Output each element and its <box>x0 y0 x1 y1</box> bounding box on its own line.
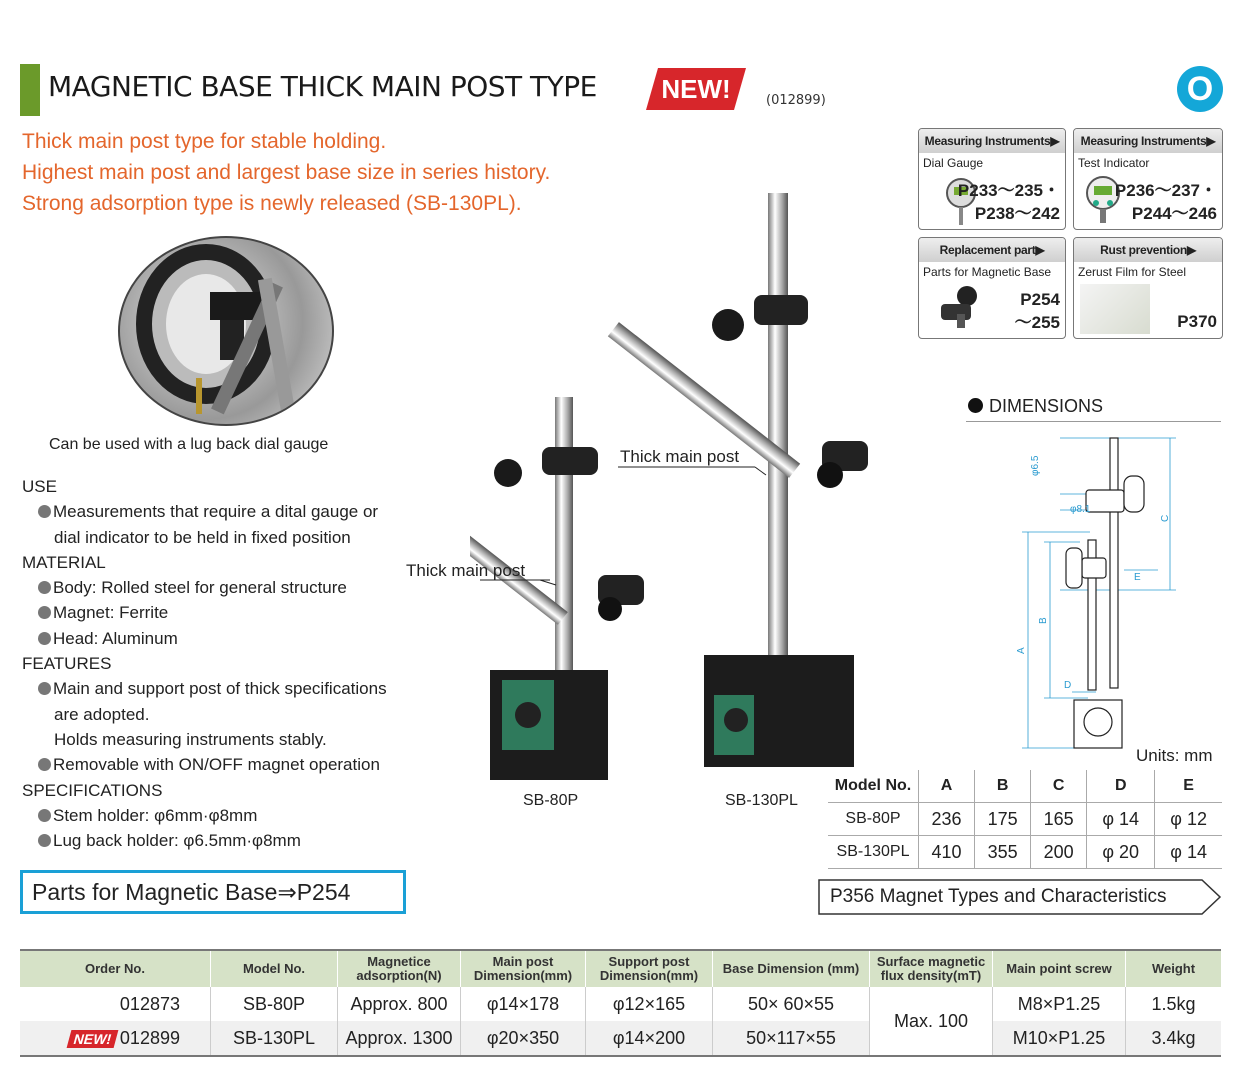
title-accent-bar <box>20 64 40 116</box>
column-header: Order No. <box>20 950 211 987</box>
tagline-line: Strong adsorption type is newly released (SB-130PL). <box>22 192 522 215</box>
column-header: B <box>975 770 1031 803</box>
table-header-row <box>20 950 1221 987</box>
dim-label-d: D <box>1064 680 1072 691</box>
column-header: A <box>919 770 975 803</box>
category-o-icon: O <box>1177 66 1223 112</box>
thick-post-label: Thick main post <box>406 561 526 580</box>
bullet-icon <box>38 581 51 594</box>
use-heading: USE <box>22 477 57 496</box>
model-label: SB-130PL <box>725 792 798 809</box>
new-badge: NEW! <box>66 1030 118 1048</box>
table-row <box>20 1021 1221 1056</box>
ref-sub: Test Indicator <box>1078 156 1150 170</box>
weight-cell: 3.4kg <box>1126 1021 1222 1056</box>
table-header-row <box>828 770 1222 803</box>
product-code: (012899) <box>766 93 826 108</box>
column-header: Surface magnetic flux density(mT) <box>870 950 993 987</box>
column-header: D <box>1087 770 1155 803</box>
screw-cell: M8×P1.25 <box>993 987 1126 1021</box>
column-header: Model No. <box>828 770 919 803</box>
units-label: Units: mm <box>1136 746 1213 765</box>
spec-item: Stem holder: φ6mm·φ8mm <box>53 805 258 825</box>
ref-page: P254 <box>1020 290 1060 309</box>
bullet-icon <box>38 809 51 822</box>
ref-page: ～255 <box>1014 313 1060 332</box>
bullet-icon <box>38 632 51 645</box>
ref-dial-gauge[interactable] <box>918 128 1066 230</box>
screw-cell: M10×P1.25 <box>993 1021 1126 1056</box>
column-header: Magnetice adsorption(N) <box>338 950 461 987</box>
main-post-cell: φ14×178 <box>461 987 586 1021</box>
bullet-icon <box>38 758 51 771</box>
column-header: Support post Dimension(mm) <box>586 950 713 987</box>
adsorption-cell: Approx. 800 <box>338 987 461 1021</box>
dim-label-c: C <box>1160 514 1171 522</box>
spec-list <box>22 474 387 853</box>
new-badge-text: NEW! <box>661 73 731 104</box>
spec-item: Lug back holder: φ6.5mm·φ8mm <box>53 831 301 851</box>
order-no: 012899 <box>119 1027 180 1048</box>
column-header: E <box>1155 770 1222 803</box>
page-title: MAGNETIC BASE THICK MAIN POST TYPE <box>48 70 597 103</box>
bullet-icon <box>38 606 51 619</box>
ref-sub: Parts for Magnetic Base <box>923 265 1052 279</box>
table-row <box>20 987 1221 1021</box>
dim-label-phi81: φ8.1 <box>1070 504 1091 515</box>
dimensions-title: DIMENSIONS <box>989 396 1104 416</box>
material-item: Magnet: Ferrite <box>53 603 169 623</box>
parts-link[interactable]: Parts for Magnetic Base⇒P254 <box>20 870 406 914</box>
ref-rust-prevention[interactable] <box>1073 237 1223 339</box>
bullet-icon <box>38 682 51 695</box>
magnet-link-text: P356 Magnet Types and Characteristics <box>830 886 1167 907</box>
features-heading: FEATURES <box>22 654 112 674</box>
material-item: Head: Aluminum <box>53 628 178 648</box>
column-header: C <box>1031 770 1087 803</box>
ref-head: Rust prevention▶ <box>1074 238 1222 262</box>
column-header: Main post Dimension(mm) <box>461 950 586 987</box>
holder-part-icon <box>937 284 985 330</box>
order-no-cell: 012873 <box>20 987 211 1021</box>
ref-sub: Dial Gauge <box>923 156 984 170</box>
table-cell: SB-80P <box>828 803 919 836</box>
dimensions-heading <box>968 396 1103 417</box>
divider <box>966 421 1221 422</box>
dim-label-e: E <box>1134 572 1141 583</box>
flux-cell: Max. 100 <box>870 987 993 1056</box>
feature-item: Removable with ON/OFF magnet operation <box>53 755 380 775</box>
model-label: SB-80P <box>523 792 579 809</box>
ref-replacement-part[interactable] <box>918 237 1066 339</box>
main-post-cell: φ20×350 <box>461 1021 586 1056</box>
dimensions-table <box>828 770 1222 869</box>
material-item: Body: Rolled steel for general structure <box>53 578 347 598</box>
ref-head: Measuring Instruments▶ <box>919 129 1065 153</box>
ref-page: P238～242 <box>974 204 1060 223</box>
use-item: Measurements that require a dital gauge or <box>53 502 379 522</box>
product-illustration <box>470 185 910 785</box>
table-row <box>828 836 1222 869</box>
adsorption-cell: Approx. 1300 <box>338 1021 461 1056</box>
zerust-film-icon <box>1080 284 1150 334</box>
tagline-line: Highest main post and largest base size in series history. <box>22 161 551 184</box>
bullet-icon <box>38 834 51 847</box>
column-header: Weight <box>1126 950 1222 987</box>
weight-cell: 1.5kg <box>1126 987 1222 1021</box>
dim-label-b: B <box>1038 617 1049 624</box>
bullet-icon <box>968 398 983 413</box>
table-cell: SB-130PL <box>828 836 919 869</box>
table-cell: φ 20 <box>1087 836 1155 869</box>
ref-page: P236～237・ <box>1114 181 1217 200</box>
table-cell: 410 <box>919 836 975 869</box>
ref-page: P244～246 <box>1131 204 1217 223</box>
table-cell: φ 12 <box>1155 803 1222 836</box>
support-post-cell: φ14×200 <box>586 1021 713 1056</box>
ref-head: Measuring Instruments▶ <box>1074 129 1222 153</box>
dim-label-a: A <box>1016 647 1027 654</box>
table-cell: 165 <box>1031 803 1087 836</box>
feature-item: Main and support post of thick specifications <box>53 679 387 699</box>
table-cell: 200 <box>1031 836 1087 869</box>
ref-page: P370 <box>1177 312 1217 331</box>
support-post-cell: φ12×165 <box>586 987 713 1021</box>
lug-back-gauge-photo <box>118 236 334 426</box>
model-cell: SB-80P <box>211 987 338 1021</box>
column-header: Main point screw <box>993 950 1126 987</box>
base-cell: 50× 60×55 <box>713 987 870 1021</box>
tagline-line: Thick main post type for stable holding. <box>22 130 387 153</box>
base-cell: 50×117×55 <box>713 1021 870 1056</box>
table-cell: 355 <box>975 836 1031 869</box>
table-cell: φ 14 <box>1155 836 1222 869</box>
table-row <box>828 803 1222 836</box>
magnet-types-link[interactable] <box>818 879 1222 915</box>
ref-sub: Zerust Film for Steel <box>1078 265 1187 279</box>
new-badge <box>646 68 746 110</box>
bullet-icon <box>38 505 51 518</box>
column-header: Model No. <box>211 950 338 987</box>
table-cell: 236 <box>919 803 975 836</box>
thick-post-label: Thick main post <box>620 447 740 466</box>
feature-item: are adopted. <box>54 704 150 724</box>
ref-head: Replacement part▶ <box>919 238 1065 262</box>
ref-test-indicator[interactable] <box>1073 128 1223 230</box>
ref-page: P233～235・ <box>957 181 1060 200</box>
dimension-diagram <box>1000 430 1200 750</box>
product-table <box>20 949 1221 1057</box>
material-heading: MATERIAL <box>22 552 106 572</box>
specifications-heading: SPECIFICATIONS <box>22 780 163 800</box>
table-cell: 175 <box>975 803 1031 836</box>
use-item: dial indicator to be held in fixed position <box>54 527 351 547</box>
dim-label-phi65: φ6.5 <box>1030 455 1041 476</box>
table-cell: φ 14 <box>1087 803 1155 836</box>
lug-back-caption: Can be used with a lug back dial gauge <box>49 436 329 453</box>
column-header: Base Dimension (mm) <box>713 950 870 987</box>
order-no-cell <box>20 1021 211 1056</box>
model-cell: SB-130PL <box>211 1021 338 1056</box>
feature-item: Holds measuring instruments stably. <box>54 729 327 749</box>
